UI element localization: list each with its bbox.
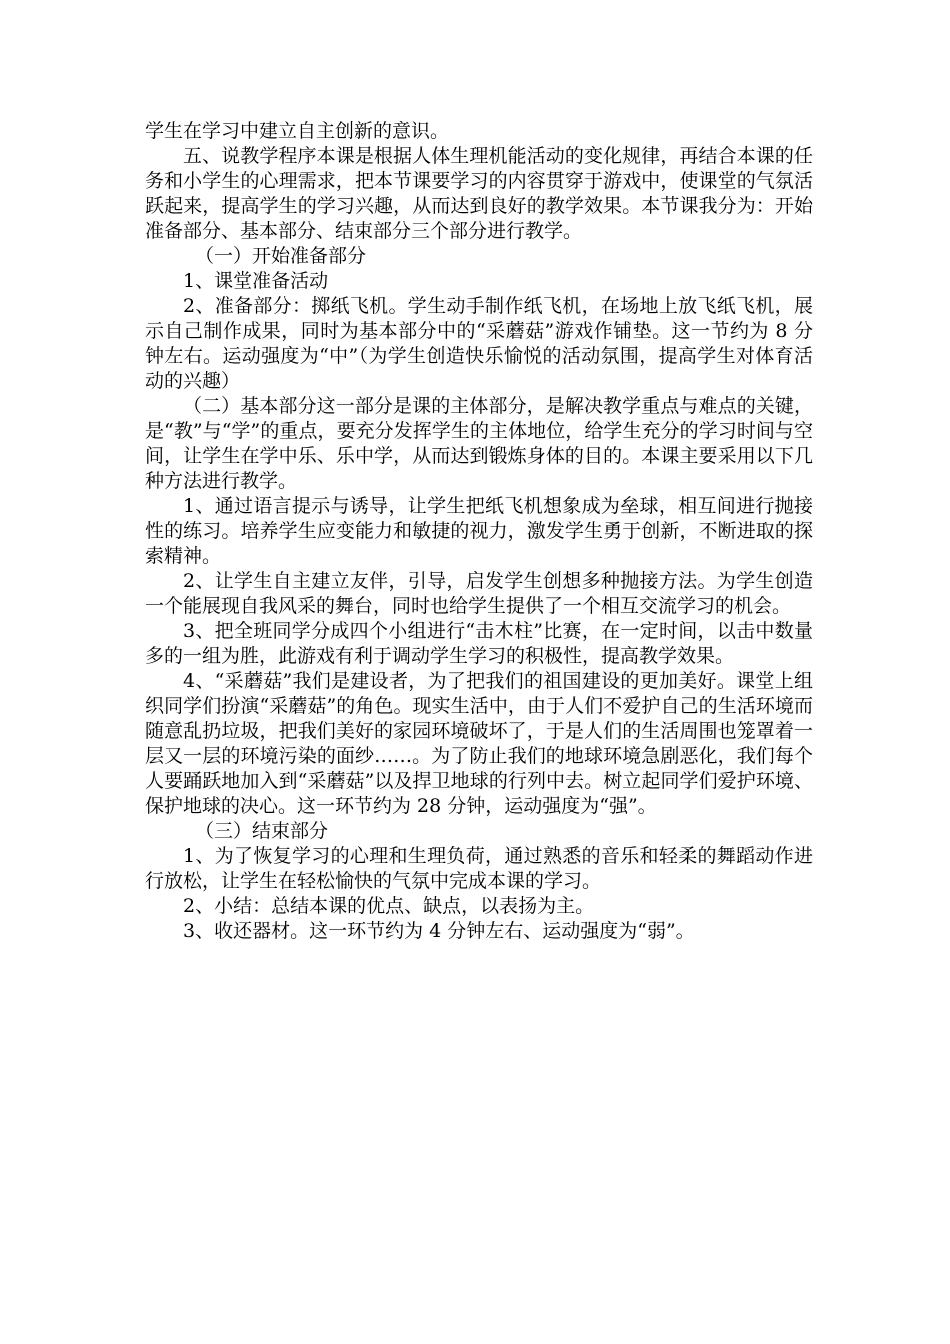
paragraph-basic-item-3: 3、把全班同学分成四个小组进行“击木柱”比赛，在一定时间，以击中数量多的一组为胜，此游戏有利于调动学生学习的积极性，提高教学效果。	[145, 620, 813, 667]
section-heading-preparation: （一）开始准备部分	[195, 245, 367, 267]
paragraph-intro-continuation: 学生在学习中建立自主创新的意识。	[145, 120, 450, 142]
paragraph-prep-item-1: 1、课堂准备活动	[183, 270, 329, 292]
paragraph-prep-item-2: 2、准备部分：掷纸飞机。学生动手制作纸飞机，在场地上放飞纸飞机，展示自己制作成果，同时为基本部分中的“采蘑菇”游戏作铺垫。这一节约为 8 分钟左右。运动强度为“中”（为学生创造快乐愉悦的活动氛围，提高学生对体育活动的兴趣）	[145, 295, 813, 392]
paragraph-basic-item-4: 4、“采蘑菇”我们是建设者，为了把我们的祖国建设的更加美好。课堂上组织同学们扮演“采蘑菇”的角色。现实生活中，由于人们不爱护自己的生活环境而随意乱扔垃圾，把我们美好的家园环境破坏了，于是人们的生活周围也笼罩着一层又一层的环境污染的面纱……。为了防止我们的地球环境急剧恶化，我们每个人要踊跃地加入到“采蘑菇”以及捍卫地球的行列中去。树立起同学们爱护环境、保护地球的决心。这一环节约为 28 分钟，运动强度为“强”。	[145, 670, 813, 817]
paragraph-ending-item-2: 2、小结：总结本课的优点、缺点，以表扬为主。	[183, 895, 595, 917]
paragraph-teaching-procedure: 五、说教学程序本课是根据人体生理机能活动的变化规律，再结合本课的任务和小学生的心理需求，把本节课要学习的内容贯穿于游戏中，使课堂的气氛活跃起来，提高学生的学习兴趣，从而达到良好的教学效果。本节课我分为：开始准备部分、基本部分、结束部分三个部分进行教学。	[145, 145, 813, 242]
document-body	[145, 119, 813, 944]
paragraph-ending-item-1: 1、为了恢复学习的心理和生理负荷，通过熟悉的音乐和轻柔的舞蹈动作进行放松，让学生在轻松愉快的气氛中完成本课的学习。	[145, 845, 813, 892]
paragraph-basic-item-1: 1、通过语言提示与诱导，让学生把纸飞机想象成为垒球，相互间进行抛接性的练习。培养学生应变能力和敏捷的视力，激发学生勇于创新，不断进取的探索精神。	[145, 495, 813, 567]
paragraph-basic-part: （二）基本部分这一部分是课的主体部分，是解决教学重点与难点的关键，是“教”与“学”的重点，要充分发挥学生的主体地位，给学生充分的学习时间与空间，让学生在学中乐、乐中学，从而达到锻炼身体的目的。本课主要采用以下几种方法进行教学。	[145, 395, 813, 492]
paragraph-basic-item-2: 2、让学生自主建立友伴，引导，启发学生创想多种抛接方法。为学生创造一个能展现自我风采的舞台，同时也给学生提供了一个相互交流学习的机会。	[145, 570, 813, 617]
section-heading-ending: （三）结束部分	[195, 820, 329, 842]
paragraph-ending-item-3: 3、收还器材。这一环节约为 4 分钟左右、运动强度为“弱”。	[183, 920, 695, 942]
